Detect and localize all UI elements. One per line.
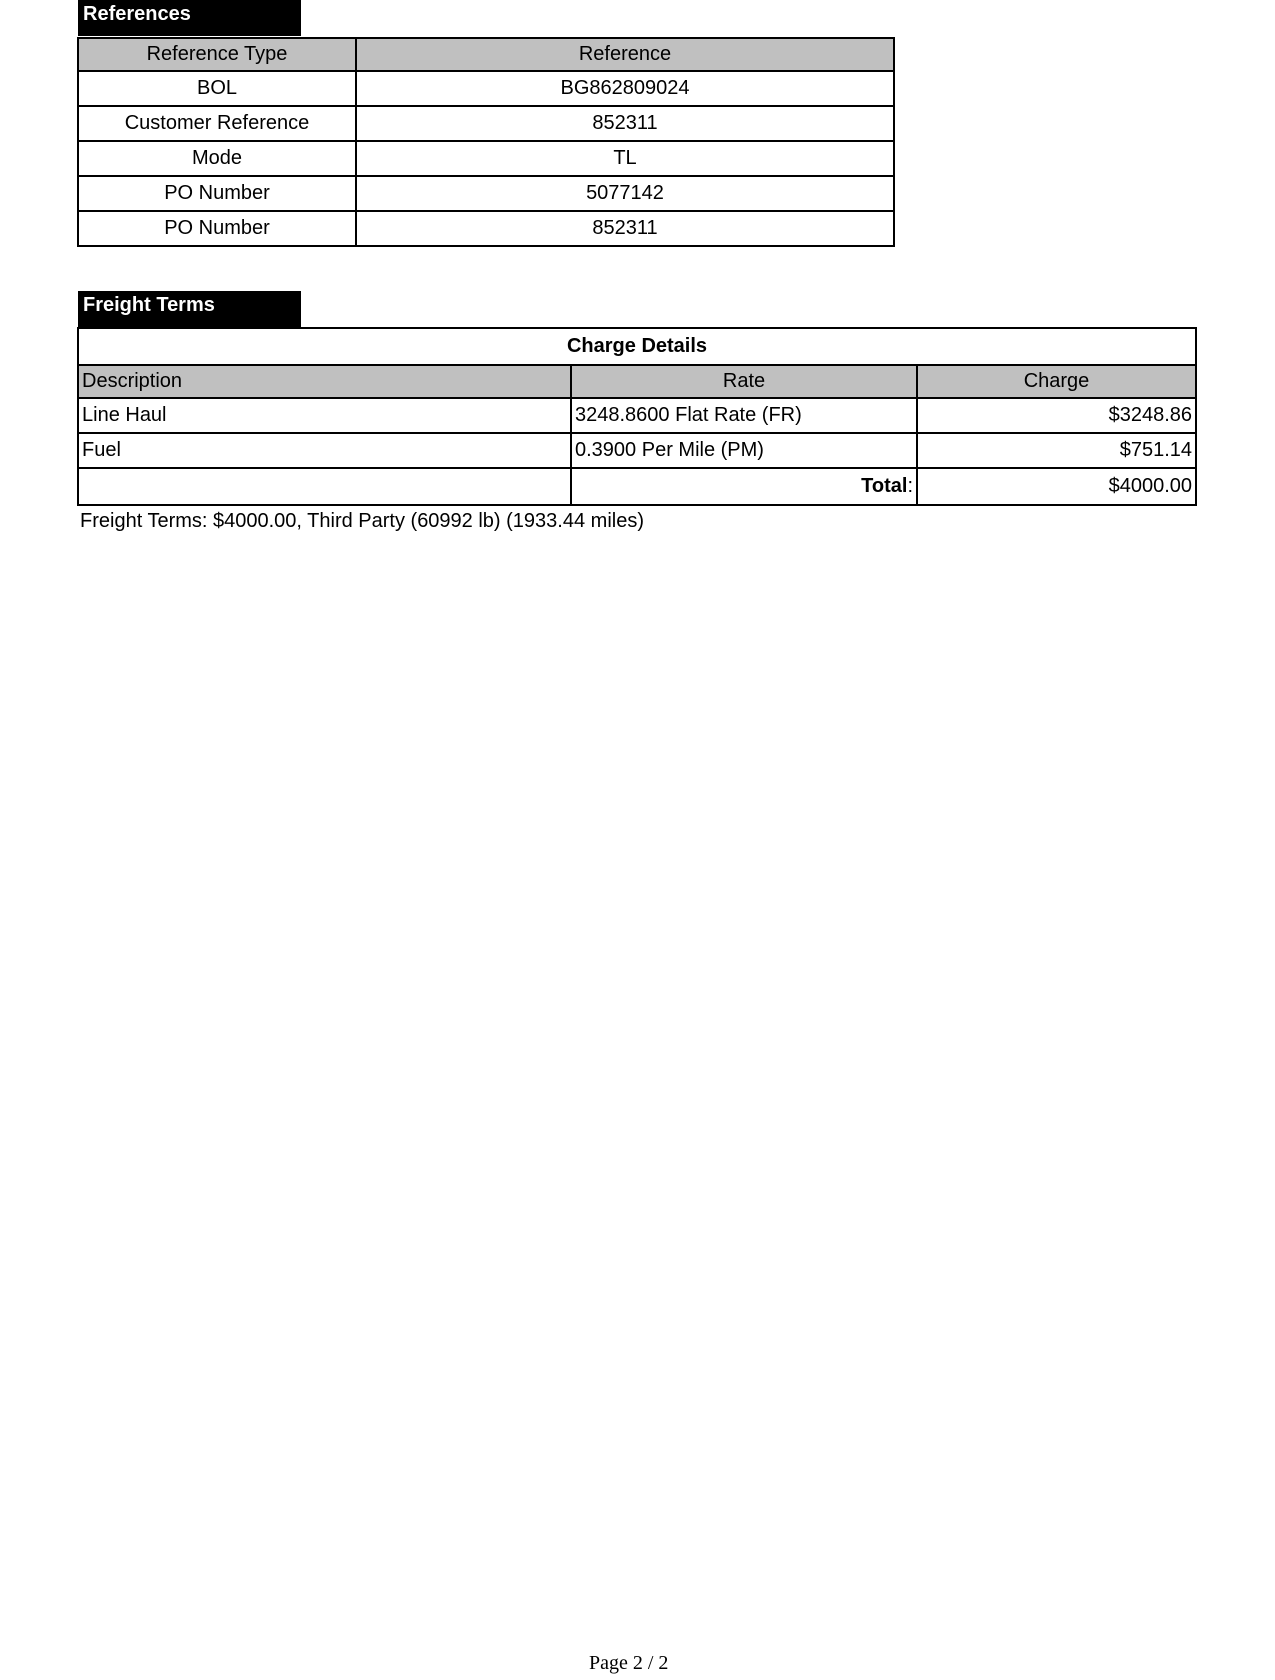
references-table [77, 37, 895, 247]
freight-terms-summary: Freight Terms: $4000.00, Third Party (60992 lb) (1933.44 miles) [80, 510, 644, 532]
description-header: Description [78, 365, 571, 398]
table-row [78, 398, 1196, 433]
total-label: Total [861, 475, 908, 497]
references-header-row [78, 38, 894, 71]
table-row [78, 211, 894, 246]
charge-header-row [78, 365, 1196, 398]
table-row [78, 106, 894, 141]
reference-type-cell: PO Number [78, 176, 356, 211]
table-row [78, 433, 1196, 468]
charge-cell: $3248.86 [917, 398, 1196, 433]
reference-type-header: Reference Type [78, 38, 356, 71]
reference-value-cell: BG862809024 [356, 71, 894, 106]
reference-type-cell: BOL [78, 71, 356, 106]
reference-type-cell: Mode [78, 141, 356, 176]
references-section-title: References [78, 0, 301, 36]
rate-cell: 3248.8600 Flat Rate (FR) [571, 398, 917, 433]
reference-type-cell: PO Number [78, 211, 356, 246]
charge-header: Charge [917, 365, 1196, 398]
table-row [78, 176, 894, 211]
reference-value-cell: 852311 [356, 211, 894, 246]
description-cell: Fuel [78, 433, 571, 468]
charge-details-caption: Charge Details [78, 328, 1196, 365]
freight-terms-section-title: Freight Terms [78, 291, 301, 327]
total-colon: : [907, 475, 913, 497]
table-row [78, 71, 894, 106]
rate-header: Rate [571, 365, 917, 398]
rate-cell: 0.3900 Per Mile (PM) [571, 433, 917, 468]
reference-value-cell: 852311 [356, 106, 894, 141]
page-number: Page 2 / 2 [589, 1652, 669, 1674]
total-row [78, 468, 1196, 505]
table-row [78, 141, 894, 176]
charge-cell: $751.14 [917, 433, 1196, 468]
reference-header: Reference [356, 38, 894, 71]
total-empty-cell [78, 468, 571, 505]
total-value-cell: $4000.00 [917, 468, 1196, 505]
description-cell: Line Haul [78, 398, 571, 433]
charge-details-caption-row [78, 328, 1196, 365]
reference-value-cell: TL [356, 141, 894, 176]
reference-type-cell: Customer Reference [78, 106, 356, 141]
reference-value-cell: 5077142 [356, 176, 894, 211]
charge-details-table [77, 327, 1197, 506]
total-label-cell [571, 468, 917, 505]
